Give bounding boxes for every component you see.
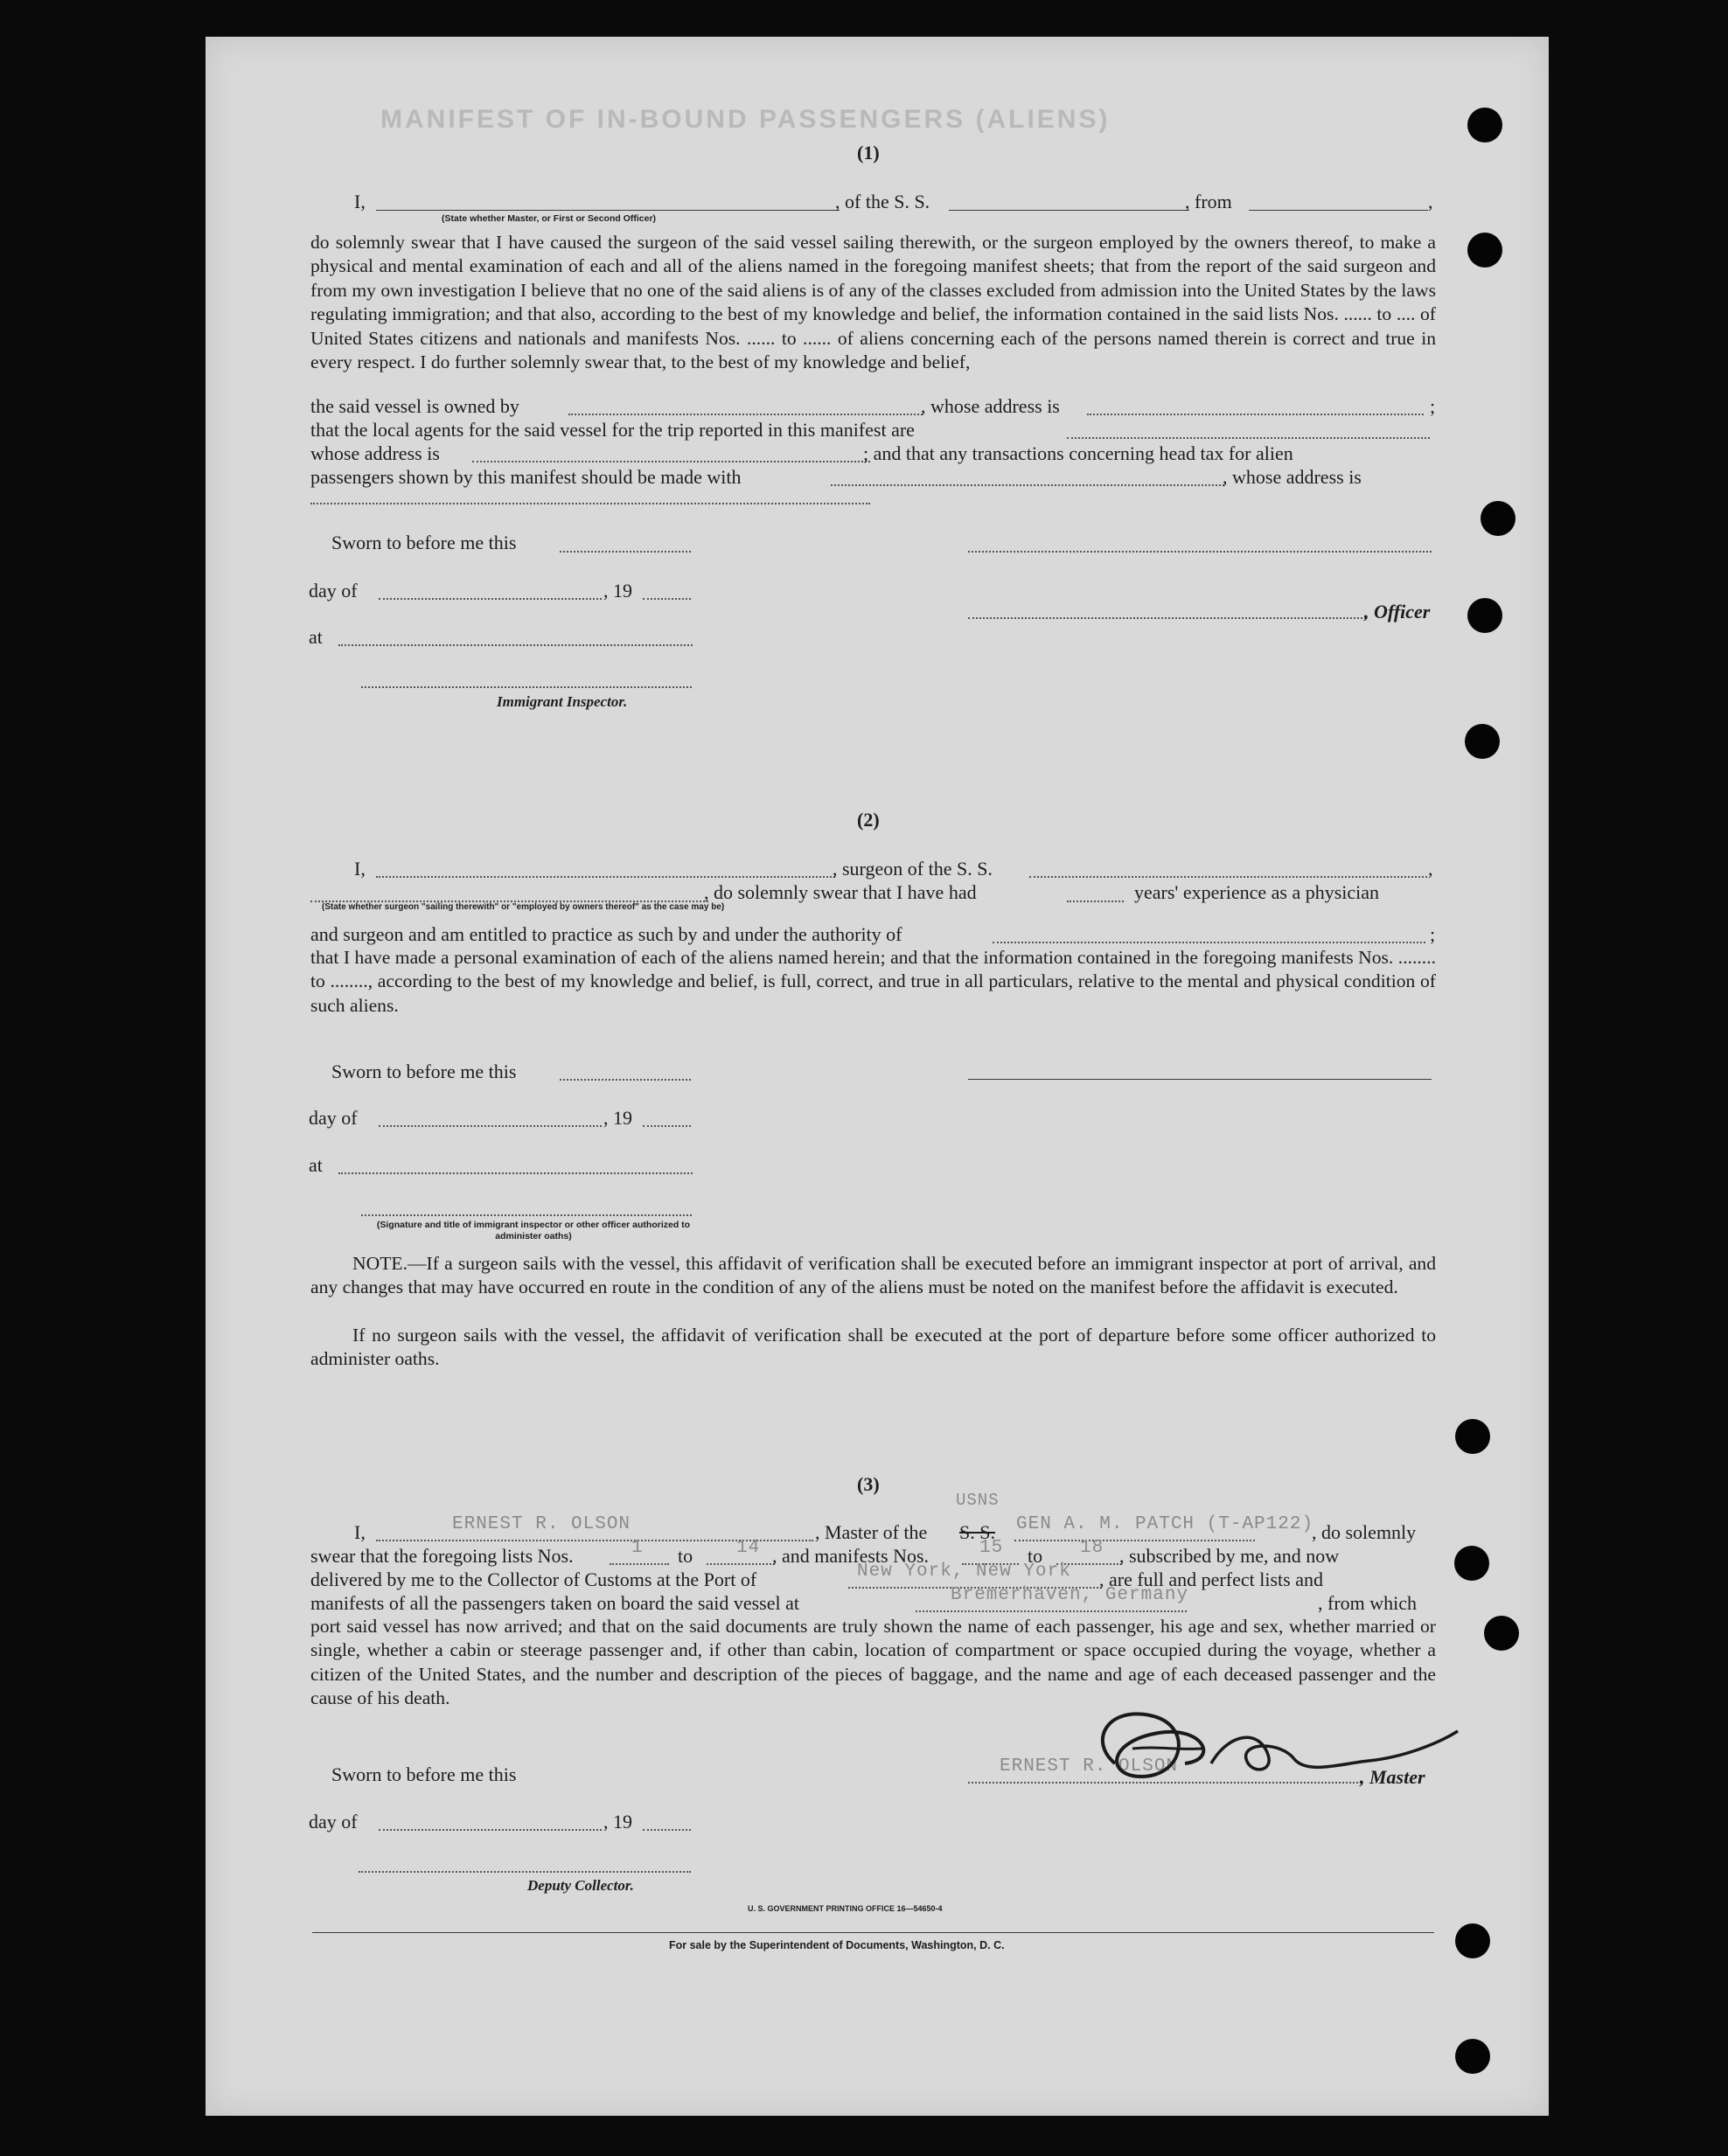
semicolon: ; <box>1430 923 1436 945</box>
section-3-heading: (3) <box>857 1473 880 1495</box>
day-of-label: day of <box>309 1811 358 1833</box>
master-name-value: ERNEST R. OLSON <box>452 1514 631 1534</box>
at-label: at <box>309 1154 323 1176</box>
surgeon-signature-field[interactable] <box>968 1079 1432 1080</box>
swear-lists-label: swear that the foregoing lists Nos. <box>310 1545 574 1567</box>
lists-from-value: 1 <box>631 1538 644 1558</box>
year-field[interactable] <box>643 598 691 600</box>
oath-3-i: I, <box>354 1521 366 1543</box>
punch-hole <box>1465 724 1500 759</box>
surgeon-status-note: (State whether surgeon "sailing therewith" or "employed by owners thereof" as the case may be) <box>322 902 725 912</box>
swear-label: , do solemnly swear that I have had <box>704 881 977 903</box>
punch-hole <box>1484 1616 1519 1651</box>
semicolon: ; <box>1430 395 1436 417</box>
oath-1-body: do solemnly swear that I have caused the surgeon of the said vessel sailing therewith, or the surgeon employed by the owners thereof, to make a physical and mental examination of each and all of the aliens named in the foregoing manifest sheets; that from the report of the said surgeon and from my own investigation I believe that no one of the said aliens is of any of the classes excluded from admission into the United States by the laws regulating immigration; and that also, according to the best of my knowledge and belief, the information contained in the said lists Nos. ...... to .... of United States citizens and nationals and manifests Nos. ...... to ...... of aliens concerning each of the persons named therein is correct and true in every respect. I do further solemnly swear that, to the best of my knowledge and belief, <box>310 232 1436 373</box>
usns-value: USNS <box>956 1491 1000 1510</box>
comma: , <box>1428 191 1433 212</box>
sale-notice: For sale by the Superintendent of Documents, Washington, D. C. <box>669 1939 1005 1951</box>
note-paragraph-1: NOTE.—If a surgeon sails with the vessel, this affidavit of verification shall be executed before an immigrant inspector at port of arrival, and any changes that may have occurred en route in the condition of any of the aliens must be noted on the manifest before the affidavit is executed. <box>310 1253 1436 1298</box>
punch-hole <box>1467 598 1502 633</box>
day-of-label: day of <box>309 1107 358 1129</box>
from-label: , from <box>1185 191 1232 212</box>
day-month-field[interactable] <box>379 1829 602 1831</box>
sworn-date-field[interactable] <box>560 1079 691 1081</box>
signature-title-note: (Signature and title of immigrant inspector or other officer authorized to administer oaths) <box>376 1220 691 1241</box>
sworn-label: Sworn to before me this <box>331 1061 517 1082</box>
surgeon-vessel-field[interactable] <box>1029 876 1427 878</box>
bleed-through-header: MANIFEST OF IN-BOUND PASSENGERS (ALIENS) <box>380 105 1111 134</box>
vessel-name-field[interactable] <box>949 210 1189 211</box>
local-agents-field[interactable] <box>1067 437 1430 439</box>
port-value: New York, New York <box>857 1561 1071 1582</box>
delivered-label: delivered by me to the Collector of Customs at the Port of <box>310 1568 757 1590</box>
head-tax-address-field[interactable] <box>310 503 870 504</box>
master-of-label: , Master of the <box>815 1521 928 1543</box>
to-label: to <box>1028 1545 1043 1567</box>
oath-2-i: I, <box>354 858 366 880</box>
authority-field[interactable] <box>993 942 1425 943</box>
day-month-field[interactable] <box>379 598 602 600</box>
agents-address-label: whose address is <box>310 442 440 464</box>
to-label: to <box>678 1545 693 1567</box>
subscribed-label: , subscribed by me, and now <box>1119 1545 1340 1567</box>
of-the-ss-label: , of the S. S. <box>835 191 930 212</box>
sworn-label: Sworn to before me this <box>331 1763 517 1785</box>
manifests-all-label: manifests of all the passengers taken on board the said vessel at <box>310 1592 800 1614</box>
year-label: , 19 <box>603 1811 632 1833</box>
officer-signature-field[interactable] <box>968 551 1432 553</box>
deputy-signature-field[interactable] <box>359 1871 691 1873</box>
punch-hole <box>1455 2039 1490 2074</box>
surgeon-name-field[interactable] <box>376 876 835 878</box>
and-manifests-label: , and manifests Nos. <box>772 1545 930 1567</box>
punch-hole <box>1481 501 1515 536</box>
year-label: , 19 <box>603 580 632 602</box>
years-label: years' experience as a physician <box>1134 881 1380 903</box>
punch-hole <box>1455 1923 1490 1958</box>
officer-label: , Officer <box>1364 601 1431 622</box>
departure-port-field[interactable] <box>916 1610 1187 1612</box>
punch-hole <box>1454 1546 1489 1581</box>
officer-rank-field[interactable] <box>376 210 840 211</box>
place-field[interactable] <box>338 1172 693 1174</box>
departure-port-value: Bremerhaven, Germany <box>951 1585 1189 1605</box>
full-lists-label: , are full and perfect lists and <box>1099 1568 1323 1590</box>
whose-address-label: , whose address is <box>921 395 1060 417</box>
section-2-heading: (2) <box>857 809 880 831</box>
vessel-value: GEN A. M. PATCH (T-AP122) <box>1016 1514 1314 1534</box>
authority-label: and surgeon and am entitled to practice as such by and under the authority of <box>310 923 902 945</box>
owner-address-field[interactable] <box>1087 414 1424 415</box>
lists-to-field[interactable] <box>707 1563 775 1565</box>
head-tax-address-label: , whose address is <box>1223 466 1362 488</box>
head-tax-party-field[interactable] <box>831 484 1224 486</box>
surgeon-of-label: , surgeon of the S. S. <box>833 858 993 880</box>
section-1-heading: (1) <box>857 142 880 163</box>
day-month-field[interactable] <box>379 1125 602 1127</box>
oath-1-i: I, <box>354 191 366 212</box>
note-paragraph-2: If no surgeon sails with the vessel, the affidavit of verification shall be executed at the port of departure before some officer authorized to administer oaths. <box>310 1325 1436 1370</box>
transactions-label: ; and that any transactions concerning head tax for alien <box>863 442 1293 464</box>
master-signature <box>1080 1680 1465 1803</box>
year-label: , 19 <box>603 1107 632 1129</box>
inspector-signature-field[interactable] <box>361 1214 692 1216</box>
years-field[interactable] <box>1067 901 1124 902</box>
officer-title-field[interactable] <box>968 617 1366 619</box>
deputy-collector-label: Deputy Collector. <box>527 1877 634 1894</box>
year-field[interactable] <box>643 1829 691 1831</box>
footer-rule <box>312 1932 1434 1933</box>
from-which-label: , from which <box>1318 1592 1418 1614</box>
day-of-label: day of <box>309 580 358 602</box>
punch-hole <box>1467 108 1502 143</box>
form-sheet <box>206 37 1549 2116</box>
agents-address-field[interactable] <box>472 461 870 462</box>
punch-hole <box>1455 1419 1490 1454</box>
year-field[interactable] <box>643 1125 691 1127</box>
do-solemnly-label: , do solemnly <box>1312 1521 1417 1543</box>
vessel-field[interactable] <box>1014 1540 1255 1541</box>
manifests-to-value: 18 <box>1080 1538 1104 1558</box>
passengers-label: passengers shown by this manifest should be made with <box>310 466 742 488</box>
immigrant-inspector-label: Immigrant Inspector. <box>497 693 628 710</box>
master-label: , Master <box>1360 1766 1425 1788</box>
signed-name-value: ERNEST R. OLSON <box>1000 1756 1179 1777</box>
punch-hole <box>1467 233 1502 268</box>
gpo-imprint: U. S. GOVERNMENT PRINTING OFFICE 16—54650-4 <box>748 1904 943 1913</box>
owner-field[interactable] <box>568 414 923 415</box>
place-field[interactable] <box>338 644 693 646</box>
local-agents-label: that the local agents for the said vessel for the trip reported in this manifest are <box>310 419 915 441</box>
owned-by-label: the said vessel is owned by <box>310 395 519 417</box>
sworn-date-field[interactable] <box>560 551 691 553</box>
oath-2-body: that I have made a personal examination of each of the aliens named herein; and that the information contained in the foregoing manifests Nos. ........ to ........, according to the best of my knowledge and belief, is full, correct, and true in all particulars, relative to the mental and physical condition of such aliens. <box>310 947 1436 1016</box>
inspector-signature-field[interactable] <box>361 686 692 688</box>
lists-from-field[interactable] <box>610 1563 669 1565</box>
from-port-field[interactable] <box>1249 210 1428 211</box>
sworn-label: Sworn to before me this <box>331 532 517 553</box>
oath-3-body: port said vessel has now arrived; and that on the said documents are truly shown the name of each passenger, his age and sex, whether married or single, whether a cabin or steerage passenger and, if other than cabin, location of compartment or space occupied during the voyage, whether a citizen of the United States, and the number and description of the pieces of baggage, and the name and age of each deceased passenger and the cause of his death. <box>310 1616 1436 1709</box>
ss-struck-label: S. S. <box>959 1521 995 1543</box>
lists-to-value: 14 <box>736 1538 761 1558</box>
comma: , <box>1428 858 1433 880</box>
officer-rank-note: (State whether Master, or First or Second Officer) <box>442 213 657 224</box>
manifests-from-value: 15 <box>979 1538 1004 1558</box>
at-label: at <box>309 626 323 648</box>
